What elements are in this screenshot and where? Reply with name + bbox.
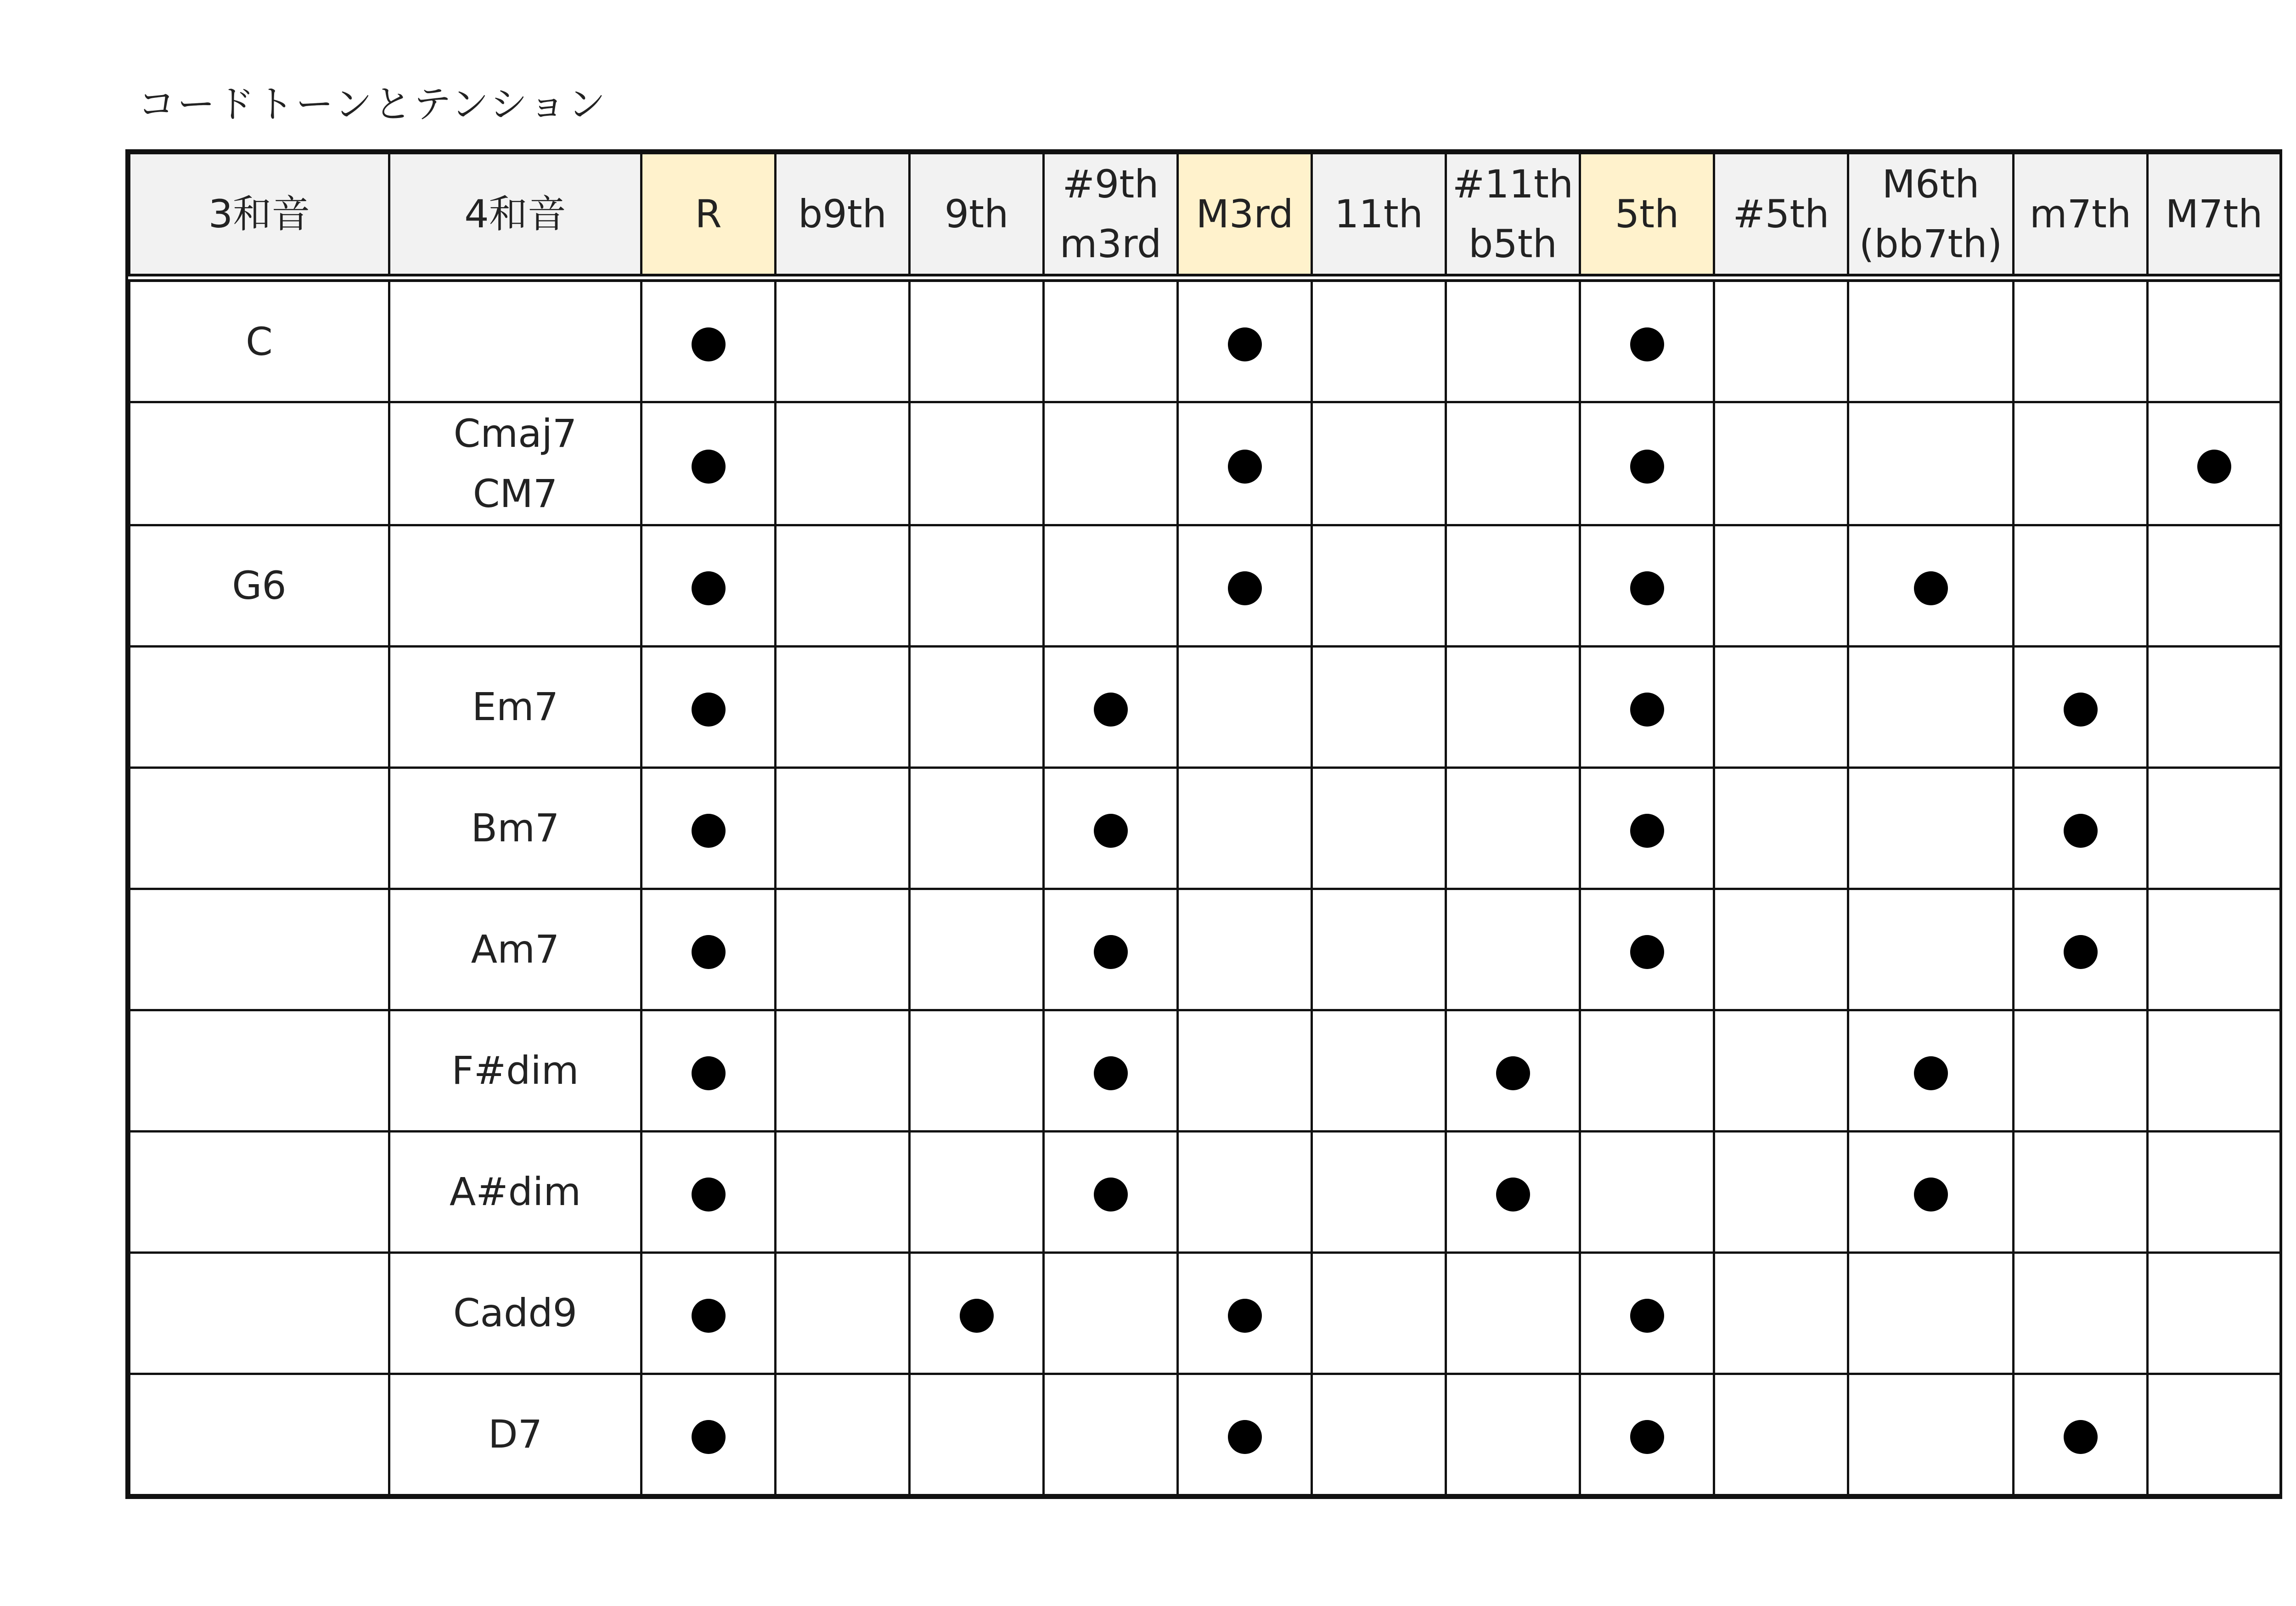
column-header-r (642, 153, 776, 278)
tone-cell (1312, 1374, 1446, 1495)
column-header-m7th (2014, 153, 2148, 278)
tone-cell (1714, 402, 1848, 525)
tone-cell (1714, 1252, 1848, 1374)
header-row (129, 153, 2281, 278)
tone-cell (1178, 646, 1312, 767)
tone-cell (1580, 646, 1714, 767)
tone-cell (642, 1131, 776, 1252)
triad-cell (129, 1131, 389, 1252)
filled-circle-icon (2064, 693, 2098, 727)
tone-cell (1312, 402, 1446, 525)
tone-cell (642, 889, 776, 1010)
filled-circle-icon (1228, 450, 1262, 484)
table-row (129, 1010, 2281, 1131)
triad-cell (129, 278, 389, 402)
filled-circle-icon (1496, 1056, 1530, 1090)
tone-cell (2014, 525, 2148, 646)
tone-cell (1312, 889, 1446, 1010)
filled-circle-icon (1630, 1299, 1664, 1333)
column-header-label: m7th (2029, 192, 2132, 237)
tone-cell (2014, 646, 2148, 767)
table-row (129, 1252, 2281, 1374)
tone-cell (1446, 278, 1580, 402)
column-header-5th (1580, 153, 1714, 278)
column-header-seventh-chord (389, 153, 642, 278)
chord-name: Em7 (472, 684, 559, 730)
tone-cell (2148, 525, 2281, 646)
tone-cell (1044, 402, 1178, 525)
triad-cell (129, 767, 389, 889)
column-header-sharp-9th (1044, 153, 1178, 278)
table-body (129, 278, 2281, 1495)
tone-cell (2148, 767, 2281, 889)
tone-cell (1044, 646, 1178, 767)
tone-cell (1580, 1374, 1714, 1495)
tone-cell (910, 1131, 1044, 1252)
seventh-chord-cell (389, 1252, 642, 1374)
tone-cell (2014, 402, 2148, 525)
column-header-label: 3和音 (208, 192, 310, 237)
column-header-label: b9th (798, 192, 887, 237)
filled-circle-icon (2064, 814, 2098, 848)
tone-cell (1446, 1010, 1580, 1131)
chord-name: C (246, 319, 273, 364)
tone-cell (1848, 525, 2014, 646)
tone-cell (1446, 1252, 1580, 1374)
table-row (129, 1131, 2281, 1252)
tone-cell (1580, 1131, 1714, 1252)
tone-cell (2148, 278, 2281, 402)
tone-cell (776, 278, 910, 402)
tone-cell (1580, 767, 1714, 889)
filled-circle-icon (1228, 1420, 1262, 1454)
tone-cell (2148, 1374, 2281, 1495)
filled-circle-icon (1630, 935, 1664, 969)
tone-cell (1044, 1131, 1178, 1252)
column-header-label: 5th (1615, 192, 1679, 237)
triad-cell (129, 1252, 389, 1374)
tone-cell (1446, 767, 1580, 889)
tone-cell (1580, 525, 1714, 646)
tone-cell (1178, 1010, 1312, 1131)
filled-circle-icon (692, 1299, 726, 1333)
tone-cell (1178, 402, 1312, 525)
filled-circle-icon (1630, 571, 1664, 605)
filled-circle-icon (2197, 450, 2231, 484)
tone-cell (1580, 1252, 1714, 1374)
tone-cell (1848, 1131, 2014, 1252)
tone-cell (910, 1374, 1044, 1495)
column-header-triad (129, 153, 389, 278)
tone-cell (1714, 646, 1848, 767)
tone-cell (642, 1010, 776, 1131)
tone-cell (1178, 525, 1312, 646)
tone-cell (910, 278, 1044, 402)
column-header-label: 4和音 (464, 192, 566, 237)
tone-cell (1044, 278, 1178, 402)
filled-circle-icon (1094, 1056, 1128, 1090)
tone-cell (2014, 767, 2148, 889)
chord-name: Cmaj7 (453, 411, 577, 456)
tone-cell (2014, 889, 2148, 1010)
filled-circle-icon (1094, 693, 1128, 727)
tone-cell (1312, 646, 1446, 767)
tone-cell (1848, 402, 2014, 525)
tone-cell (1178, 1252, 1312, 1374)
tone-cell (1446, 889, 1580, 1010)
tone-cell (2014, 278, 2148, 402)
triad-cell (129, 1010, 389, 1131)
filled-circle-icon (1094, 1178, 1128, 1212)
column-header-label: 11th (1334, 192, 1424, 237)
tone-cell (642, 646, 776, 767)
tone-cell (1848, 1252, 2014, 1374)
column-header-sharp-5th (1714, 153, 1848, 278)
tone-cell (1848, 646, 2014, 767)
tone-cell (2148, 1010, 2281, 1131)
tone-cell (776, 1252, 910, 1374)
filled-circle-icon (1228, 571, 1262, 605)
table-row (129, 767, 2281, 889)
tone-cell (1044, 1252, 1178, 1374)
tone-cell (1178, 1374, 1312, 1495)
tone-cell (1848, 278, 2014, 402)
tone-cell (1178, 278, 1312, 402)
tone-cell (776, 889, 910, 1010)
filled-circle-icon (960, 1299, 994, 1333)
seventh-chord-cell (389, 889, 642, 1010)
column-header-label: R (695, 192, 722, 237)
tone-cell (776, 1374, 910, 1495)
column-header-label: (bb7th) (1859, 221, 2003, 267)
tone-cell (1848, 1010, 2014, 1131)
seventh-chord-cell (389, 525, 642, 646)
tone-cell (1312, 525, 1446, 646)
filled-circle-icon (1630, 814, 1664, 848)
column-header-label: #9th (1062, 162, 1159, 207)
chord-name: CM7 (473, 471, 558, 516)
tone-cell (1044, 1374, 1178, 1495)
tone-cell (2148, 1252, 2281, 1374)
tone-cell (776, 525, 910, 646)
column-header-label: M7th (2165, 192, 2263, 237)
column-header-b9th (776, 153, 910, 278)
seventh-chord-cell (389, 278, 642, 402)
table-row (129, 889, 2281, 1010)
tone-cell (910, 1010, 1044, 1131)
tone-cell (1580, 402, 1714, 525)
tone-cell (1312, 278, 1446, 402)
column-header-label: M3rd (1196, 192, 1294, 237)
chord-name: Am7 (471, 927, 560, 972)
filled-circle-icon (692, 450, 726, 484)
tone-cell (1044, 767, 1178, 889)
chord-name: Cadd9 (453, 1290, 578, 1336)
filled-circle-icon (1228, 1299, 1262, 1333)
filled-circle-icon (2064, 1420, 2098, 1454)
table-row (129, 402, 2281, 525)
tone-cell (2148, 646, 2281, 767)
page-title: コードトーンとテンション (138, 83, 608, 126)
tone-cell (1446, 1131, 1580, 1252)
tone-cell (642, 402, 776, 525)
column-header-label: #5th (1733, 192, 1829, 237)
tone-cell (776, 1131, 910, 1252)
tone-cell (1714, 278, 1848, 402)
tone-cell (1714, 1010, 1848, 1131)
filled-circle-icon (692, 571, 726, 605)
filled-circle-icon (1496, 1178, 1530, 1212)
column-header-label: b5th (1469, 221, 1557, 267)
column-header-label: #11th (1452, 162, 1574, 207)
tone-cell (1312, 767, 1446, 889)
tone-cell (1714, 1374, 1848, 1495)
tone-cell (1446, 525, 1580, 646)
tone-cell (1714, 525, 1848, 646)
column-header-m3rd (1178, 153, 1312, 278)
filled-circle-icon (1914, 1178, 1948, 1212)
tone-cell (2014, 1252, 2148, 1374)
filled-circle-icon (692, 1178, 726, 1212)
tone-cell (1848, 1374, 2014, 1495)
filled-circle-icon (1630, 693, 1664, 727)
tone-cell (1312, 1252, 1446, 1374)
filled-circle-icon (2064, 935, 2098, 969)
triad-cell (129, 525, 389, 646)
filled-circle-icon (692, 1420, 726, 1454)
tone-cell (910, 646, 1044, 767)
table-row (129, 646, 2281, 767)
tone-cell (910, 767, 1044, 889)
tone-cell (1044, 1010, 1178, 1131)
tone-cell (1580, 889, 1714, 1010)
column-header-9th (910, 153, 1044, 278)
tone-cell (1714, 1131, 1848, 1252)
tone-cell (1446, 1374, 1580, 1495)
filled-circle-icon (692, 327, 726, 361)
tone-cell (910, 889, 1044, 1010)
tone-cell (642, 1374, 776, 1495)
tone-cell (776, 646, 910, 767)
tone-cell (2148, 402, 2281, 525)
tone-cell (1178, 889, 1312, 1010)
chord-tone-grid (128, 152, 2282, 1496)
tone-cell (1714, 767, 1848, 889)
tone-cell (1446, 402, 1580, 525)
tone-cell (642, 1252, 776, 1374)
filled-circle-icon (1630, 1420, 1664, 1454)
tone-cell (2148, 1131, 2281, 1252)
tone-cell (2148, 889, 2281, 1010)
column-header-label: m3rd (1059, 221, 1162, 267)
filled-circle-icon (692, 1056, 726, 1090)
filled-circle-icon (1914, 1056, 1948, 1090)
tone-cell (2014, 1131, 2148, 1252)
tone-cell (2014, 1010, 2148, 1131)
filled-circle-icon (1630, 450, 1664, 484)
tone-cell (1312, 1010, 1446, 1131)
chord-name: Bm7 (471, 806, 560, 851)
triad-cell (129, 889, 389, 1010)
tone-cell (776, 1010, 910, 1131)
tone-cell (1044, 525, 1178, 646)
chord-tone-table (125, 149, 2282, 1499)
filled-circle-icon (1094, 814, 1128, 848)
tone-cell (910, 525, 1044, 646)
triad-cell (129, 1374, 389, 1495)
column-header-label: M6th (1882, 162, 1980, 207)
filled-circle-icon (692, 693, 726, 727)
tone-cell (1446, 646, 1580, 767)
chord-name: F#dim (451, 1048, 579, 1093)
seventh-chord-cell (389, 1374, 642, 1495)
triad-cell (129, 402, 389, 525)
table-row (129, 278, 2281, 402)
seventh-chord-cell (389, 402, 642, 525)
column-header-m7th (2148, 153, 2281, 278)
tone-cell (910, 402, 1044, 525)
tone-cell (1178, 767, 1312, 889)
tone-cell (776, 767, 910, 889)
tone-cell (1848, 889, 2014, 1010)
tone-cell (642, 525, 776, 646)
tone-cell (642, 278, 776, 402)
filled-circle-icon (1914, 571, 1948, 605)
filled-circle-icon (1094, 935, 1128, 969)
chord-name: G6 (232, 563, 287, 609)
tone-cell (1714, 889, 1848, 1010)
tone-cell (910, 1252, 1044, 1374)
filled-circle-icon (1228, 327, 1262, 361)
tone-cell (2014, 1374, 2148, 1495)
tone-cell (1580, 278, 1714, 402)
seventh-chord-cell (389, 1131, 642, 1252)
seventh-chord-cell (389, 646, 642, 767)
tone-cell (1044, 889, 1178, 1010)
tone-cell (1312, 1131, 1446, 1252)
chord-name: A#dim (449, 1169, 581, 1215)
filled-circle-icon (692, 935, 726, 969)
table-row (129, 1374, 2281, 1495)
tone-cell (642, 767, 776, 889)
table-row (129, 525, 2281, 646)
tone-cell (1848, 767, 2014, 889)
tone-cell (1580, 1010, 1714, 1131)
column-header-m6th (1848, 153, 2014, 278)
seventh-chord-cell (389, 767, 642, 889)
seventh-chord-cell (389, 1010, 642, 1131)
column-header-label: 9th (944, 192, 1009, 237)
filled-circle-icon (1630, 327, 1664, 361)
triad-cell (129, 646, 389, 767)
tone-cell (1178, 1131, 1312, 1252)
chord-name: D7 (488, 1412, 543, 1457)
tone-cell (776, 402, 910, 525)
column-header-11th (1312, 153, 1446, 278)
filled-circle-icon (692, 814, 726, 848)
column-header-sharp-11th (1446, 153, 1580, 278)
